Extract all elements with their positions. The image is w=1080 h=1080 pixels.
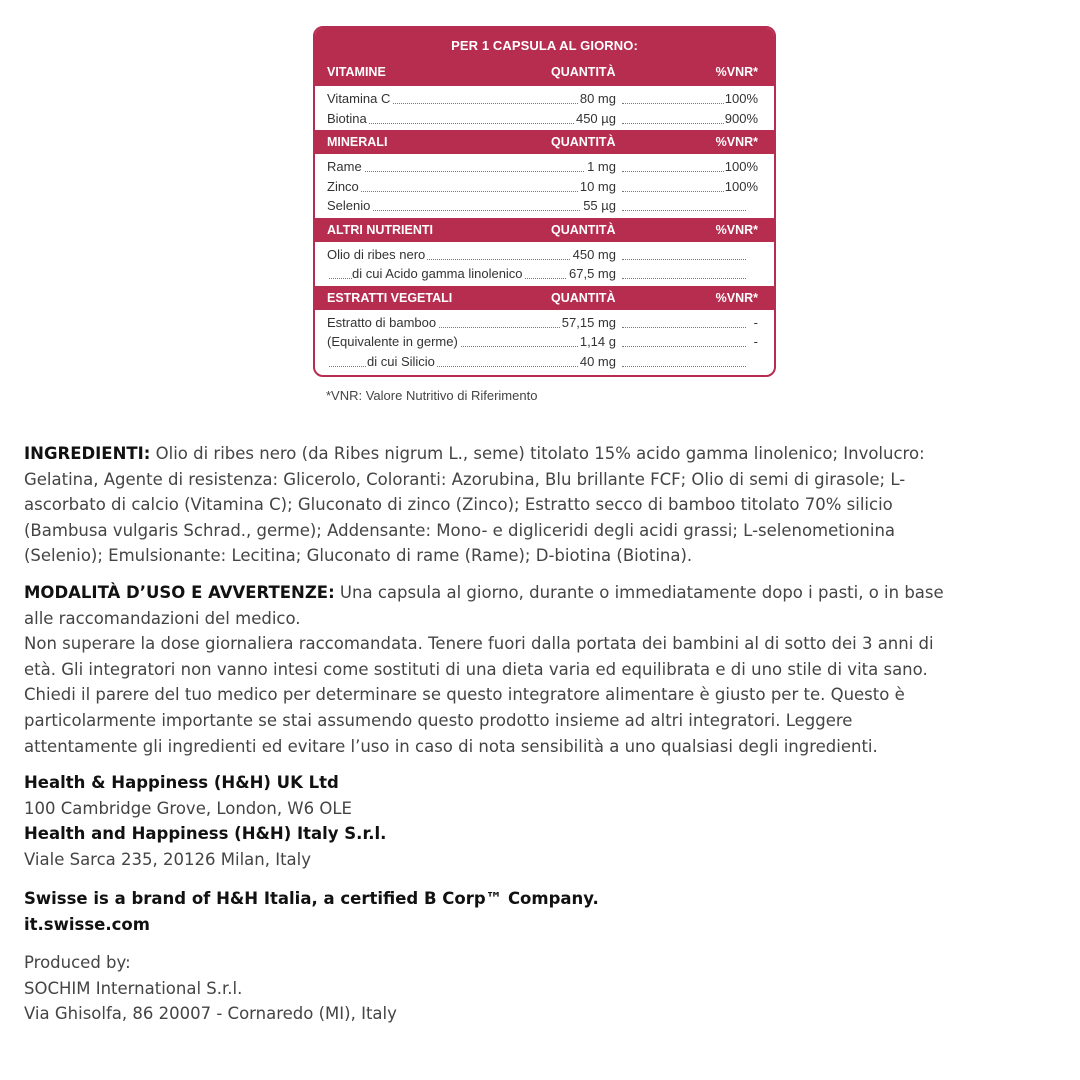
table-sections — [315, 60, 774, 373]
ingredients-line: (Selenio); Emulsionante: Lecitina; Gluconato di rame (Rame); D-biotina (Biotina). — [24, 546, 693, 566]
company-addresses — [24, 770, 1056, 872]
dot-leader — [622, 366, 746, 367]
it-company-name: Health and Happiness (H&H) Italy S.r.l. — [24, 824, 387, 844]
nutrient-name: Biotina — [327, 110, 367, 126]
quantity-column-header: QUANTITÀ — [551, 65, 616, 79]
ingredients-line: Gelatina, Agente di resistenza: Glicerolo, Coloranti: Azorubina, Blu brillante FCF; Olio di semi di girasole; L- — [24, 469, 906, 489]
nutrient-row — [315, 196, 774, 216]
section-name: ALTRI NUTRIENTI — [327, 222, 434, 237]
section-rows — [315, 86, 774, 130]
dot-leader — [622, 259, 746, 260]
nutrient-name: (Equivalente in germe) — [327, 334, 458, 349]
nutrient-vnr: - — [753, 314, 758, 330]
producer-label: Produced by: — [24, 953, 131, 972]
ingredients-line: INGREDIENTI: Olio di ribes nero (da Ribes nigrum L., seme) titolato 15% acido gamma linolenico; Involucro: — [24, 444, 925, 463]
vnr-footnote: *VNR: Valore Nutritivo di Riferimento — [326, 388, 538, 403]
producer-address: Via Ghisolfa, 86 20007 - Cornaredo (MI), Italy — [24, 1004, 397, 1024]
nutrient-name: di cui Acido gamma linolenico — [352, 266, 523, 281]
brand-website: it.swisse.com — [24, 914, 150, 934]
usage-line: alle raccomandazioni del medico. — [24, 608, 301, 628]
nutrient-quantity: 40 mg — [579, 353, 616, 369]
producer-name: SOCHIM International S.r.l. — [24, 978, 243, 998]
table-title: PER 1 CAPSULA AL GIORNO: — [451, 38, 638, 53]
section-header — [315, 130, 774, 154]
dot-leader — [622, 278, 746, 279]
nutrient-row — [315, 109, 774, 129]
vnr-column-header: %VNR* — [715, 290, 758, 305]
nutrient-vnr: 900% — [724, 110, 758, 126]
nutrient-quantity: 57,15 mg — [561, 314, 616, 330]
section-name: VITAMINE — [327, 65, 386, 79]
uk-company-name: Health & Happiness (H&H) UK Ltd — [24, 773, 339, 792]
nutrient-vnr: 100% — [724, 159, 758, 174]
nutrient-name: Selenio — [327, 198, 371, 213]
section-header — [315, 218, 774, 242]
nutrient-name: Rame — [327, 159, 362, 174]
vnr-column-header: %VNR* — [715, 222, 758, 237]
usage-line: età. Gli integratori non vanno intesi come sostituti di una dieta varia ed equilibrata e di uno stile di vita sano. — [24, 659, 928, 679]
dot-leader — [622, 327, 746, 328]
quantity-column-header: QUANTITÀ — [551, 222, 616, 237]
nutrient-quantity: 450 mg — [572, 246, 616, 262]
section-header — [315, 286, 774, 310]
usage-line: particolarmente importante se stai assumendo questo prodotto insieme ad altri integratori. Leggere — [24, 710, 853, 730]
nutrient-row — [315, 157, 774, 177]
nutrient-vnr: 100% — [724, 178, 758, 194]
ingredients-label: INGREDIENTI: — [24, 444, 151, 463]
usage-label: MODALITÀ D’USO E AVVERTENZE: — [24, 583, 335, 602]
nutrient-name: Vitamina C — [327, 91, 391, 106]
ingredients-line: ascorbato di calcio (Vitamina C); Gluconato di zinco (Zinco); Estratto secco di bamboo titolato 70% silicio — [24, 495, 893, 515]
usage-line: Chiedi il parere del tuo medico per determinare se questo integratore alimentare è giusto per te. Questo è — [24, 685, 905, 705]
nutrient-row — [315, 245, 774, 265]
dot-leader — [329, 191, 612, 192]
dot-leader — [329, 171, 612, 172]
uk-company-address: 100 Cambridge Grove, London, W6 OLE — [24, 798, 352, 818]
brand-block — [24, 886, 1056, 937]
ingredients-line: (Bambusa vulgaris Schrad., germe); Addensante: Mono- e digliceridi degli acidi grassi; L-selenometionina — [24, 520, 896, 540]
nutrient-row — [315, 264, 774, 284]
dot-leader — [622, 346, 746, 347]
usage-line: Non superare la dose giornaliera raccomandata. Tenere fuori dalla portata dei bambini al di sotto dei 3 anni di — [24, 634, 934, 654]
quantity-column-header: QUANTITÀ — [551, 290, 616, 305]
vnr-column-header: %VNR* — [715, 135, 758, 149]
nutrition-table — [313, 26, 776, 377]
nutrient-quantity: 67,5 mg — [569, 266, 616, 281]
nutrient-quantity: 450 µg — [575, 110, 616, 126]
nutrient-quantity: 1 mg — [587, 159, 616, 174]
nutrient-quantity: 80 mg — [579, 91, 616, 106]
section-name: MINERALI — [327, 135, 388, 149]
quantity-column-header: QUANTITÀ — [551, 135, 616, 149]
table-header — [315, 28, 774, 60]
nutrient-name: Zinco — [327, 178, 359, 194]
usage-paragraph — [24, 580, 1056, 759]
ingredients-paragraph — [24, 441, 1056, 569]
producer-block — [24, 950, 1056, 1027]
nutrient-quantity: 1,14 g — [579, 334, 616, 349]
section-rows — [315, 242, 774, 286]
nutrient-quantity: 10 mg — [579, 178, 616, 194]
vnr-column-header: %VNR* — [715, 65, 758, 79]
usage-line: MODALITÀ D’USO E AVVERTENZE: Una capsula al giorno, durante o immediatamente dopo i pasti, o in base — [24, 583, 944, 602]
section-name: ESTRATTI VEGETALI — [327, 290, 453, 305]
nutrient-name: Olio di ribes nero — [327, 246, 426, 262]
nutrient-row — [315, 313, 774, 333]
section-rows — [315, 310, 774, 374]
nutrient-vnr: 100% — [724, 91, 758, 106]
nutrient-row — [315, 332, 774, 352]
nutrient-name: di cui Silicio — [367, 353, 435, 369]
section-header — [315, 60, 774, 86]
nutrient-row — [315, 177, 774, 197]
nutrient-vnr: - — [753, 334, 758, 349]
dot-leader — [622, 210, 746, 211]
nutrient-name: Estratto di bamboo — [327, 314, 437, 330]
nutrient-row — [315, 352, 774, 372]
section-rows — [315, 154, 774, 218]
brand-statement: Swisse is a brand of H&H Italia, a certified B Corp™ Company. — [24, 889, 599, 908]
nutrient-row — [315, 89, 774, 109]
usage-line: attentamente gli ingredienti ed evitare l’uso in caso di nota sensibilità a uno qualsiasi degli ingredienti. — [24, 736, 878, 756]
it-company-address: Viale Sarca 235, 20126 Milan, Italy — [24, 849, 312, 869]
nutrient-quantity: 55 µg — [583, 198, 616, 213]
dot-leader — [329, 123, 612, 124]
